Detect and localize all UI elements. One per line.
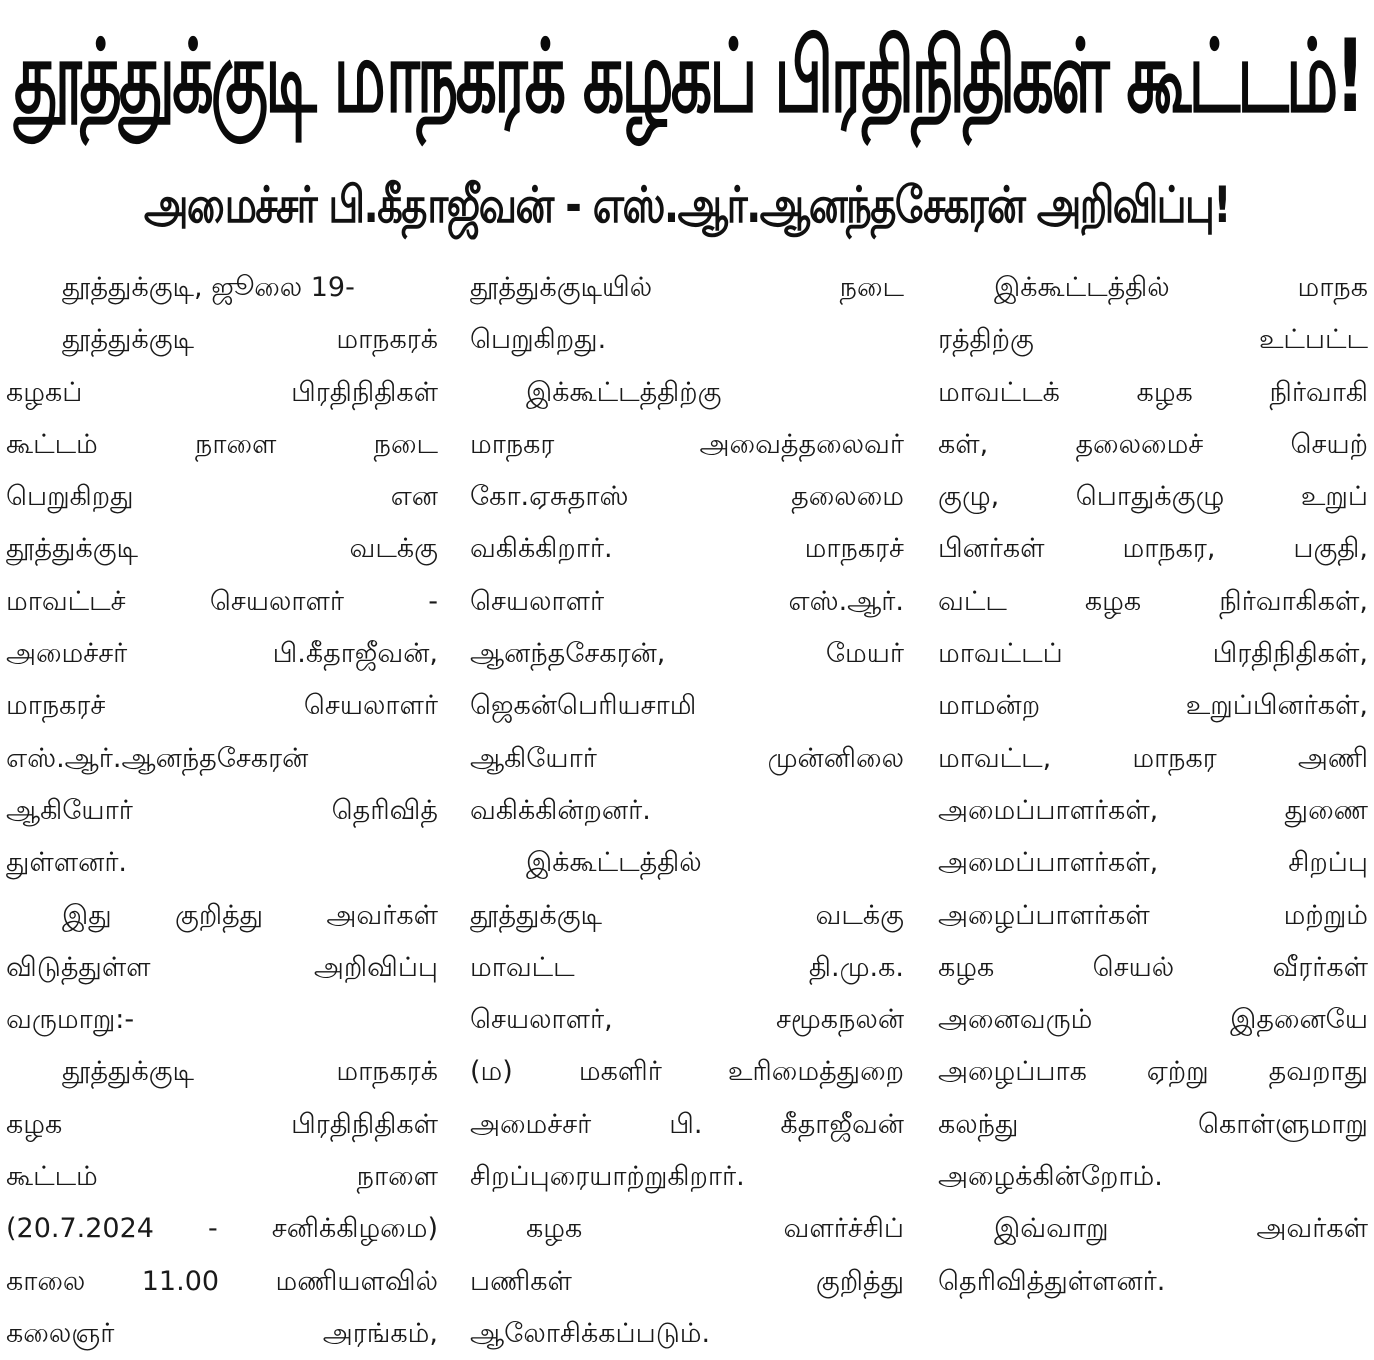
text-line: தூத்துக்குடி வடக்கு — [6, 533, 438, 565]
text-line: கூட்டம் நாளை நடை — [6, 428, 438, 460]
text-line: கழக பிரதிநிதிகள் — [6, 1108, 438, 1140]
text-line: மாவட்டப் பிரதிநிதிகள், — [938, 638, 1368, 670]
text-line: வருமாறு:- — [6, 1004, 135, 1036]
text-line: ஆகியோர் தெரிவித் — [6, 794, 438, 826]
text-line: தூத்துக்குடி மாநகரக் — [62, 1056, 438, 1088]
text-line: பெறுகிறது என — [6, 481, 438, 513]
text-line: அமைச்சர் பி.கீதாஜீவன், — [6, 638, 438, 670]
text-line: மாவட்ட, மாநகர அணி — [938, 742, 1368, 774]
article-column-3 — [938, 262, 1368, 1308]
text-line: தெரிவித்துள்ளனர். — [938, 1265, 1166, 1297]
text-line: தூத்துக்குடி வடக்கு — [470, 899, 904, 931]
text-line: அழைக்கின்றோம். — [938, 1161, 1163, 1193]
text-line: மாவட்டச் செயலாளர் - — [6, 585, 438, 617]
text-line: இவ்வாறு அவர்கள் — [994, 1213, 1368, 1245]
text-line: மாமன்ற உறுப்பினர்கள், — [938, 690, 1368, 722]
dateline: தூத்துக்குடி, ஜூலை 19- — [62, 272, 355, 303]
text-line: இக்கூட்டத்திற்கு — [526, 376, 722, 408]
subheadline: அமைச்சர் பி.கீதாஜீவன் - எஸ்.ஆர்.ஆனந்தசேகரன் அறிவிப்பு! — [143, 176, 1231, 234]
text-line: அழைப்பாளர்கள் மற்றும் — [938, 899, 1368, 931]
text-line: இக்கூட்டத்தில் — [526, 847, 702, 879]
text-line: மாநகர அவைத்தலைவர் — [470, 428, 904, 460]
text-line: கலைஞர் அரங்கம், — [6, 1317, 438, 1349]
text-line: இக்கூட்டத்தில் மாநக — [994, 272, 1368, 303]
text-line: பினர்கள் மாநகர, பகுதி, — [938, 533, 1368, 565]
text-line: ஆனந்தசேகரன், மேயர் — [470, 638, 904, 670]
text-line: வட்ட கழக நிர்வாகிகள், — [938, 585, 1368, 617]
text-line: கள், தலைமைச் செயற் — [938, 428, 1368, 460]
text-line: கலந்து கொள்ளுமாறு — [938, 1108, 1368, 1140]
text-line: இது குறித்து அவர்கள் — [62, 899, 438, 931]
text-line: கோ.ஏசுதாஸ் தலைமை — [470, 481, 904, 513]
text-line: வகிக்கின்றனர். — [470, 794, 651, 826]
text-line: ரத்திற்கு உட்பட்ட — [938, 324, 1368, 356]
text-line: கழக வளர்ச்சிப் — [526, 1213, 904, 1245]
text-line: கழக செயல் வீரர்கள் — [938, 951, 1368, 983]
text-line: அமைச்சர் பி. கீதாஜீவன் — [470, 1108, 904, 1140]
text-line: மாவட்ட தி.மு.க. — [470, 951, 904, 983]
text-line: அமைப்பாளர்கள், சிறப்பு — [938, 847, 1368, 879]
text-line: சிறப்புரையாற்றுகிறார். — [470, 1161, 745, 1193]
text-line: தூத்துக்குடியில் நடை — [470, 272, 904, 303]
text-line: கூட்டம் நாளை — [6, 1161, 438, 1193]
text-line: அனைவரும் இதனையே — [938, 1004, 1368, 1036]
text-line: வகிக்கிறார். மாநகரச் — [470, 533, 904, 565]
text-line: கழகப் பிரதிநிதிகள் — [6, 376, 438, 408]
headline: தூத்துக்குடி மாநகரக் கழகப் பிரதிநிதிகள் கூட்டம்! — [14, 18, 1362, 136]
text-line: விடுத்துள்ள அறிவிப்பு — [6, 951, 438, 983]
text-line: (20.7.2024 - சனிக்கிழமை) — [6, 1213, 438, 1245]
text-line: மாநகரச் செயலாளர் — [6, 690, 438, 722]
text-line: தூத்துக்குடி மாநகரக் — [62, 324, 438, 356]
text-line: காலை 11.00 மணியளவில் — [6, 1265, 438, 1297]
text-line: மாவட்டக் கழக நிர்வாகி — [938, 376, 1368, 408]
text-line: ஜெகன்பெரியசாமி — [470, 690, 697, 722]
text-line: செயலாளர் எஸ்.ஆர். — [470, 585, 904, 617]
text-line: குழு, பொதுக்குழு உறுப் — [938, 481, 1368, 513]
text-line: துள்ளனர். — [6, 847, 128, 879]
text-line: அமைப்பாளர்கள், துணை — [938, 794, 1368, 826]
text-line: அழைப்பாக ஏற்று தவறாது — [938, 1056, 1368, 1088]
text-line: எஸ்.ஆர்.ஆனந்தசேகரன் — [6, 742, 309, 774]
text-line: ஆகியோர் முன்னிலை — [470, 742, 904, 774]
article-column-2 — [470, 262, 904, 1360]
article-column-1 — [6, 262, 438, 1360]
text-line: ஆலோசிக்கப்படும். — [470, 1317, 711, 1349]
text-line: பெறுகிறது. — [470, 324, 607, 356]
text-line: பணிகள் குறித்து — [470, 1265, 904, 1297]
text-line: செயலாளர், சமூகநலன் — [470, 1004, 904, 1036]
text-line: (ம) மகளிர் உரிமைத்துறை — [470, 1056, 904, 1088]
